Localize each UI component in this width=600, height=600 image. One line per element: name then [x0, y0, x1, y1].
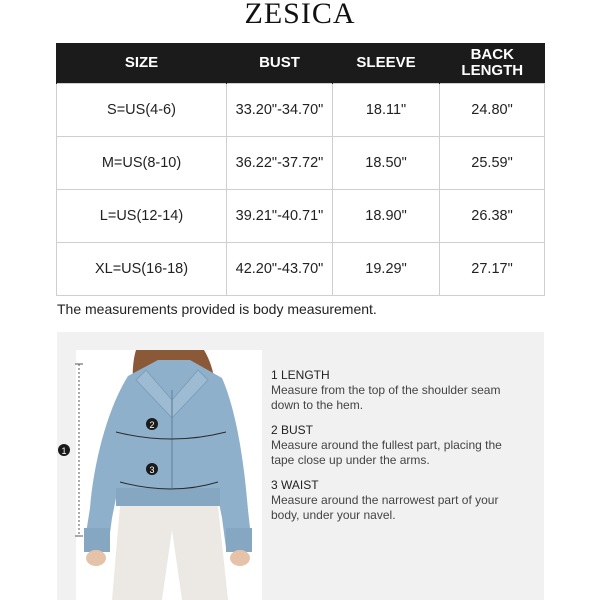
header-bust: BUST	[227, 43, 333, 84]
cell-back-length: 26.38"	[440, 190, 545, 243]
table-row	[57, 243, 545, 296]
header-back-length: BACK LENGTH	[440, 43, 545, 84]
cell-sleeve: 18.11"	[333, 84, 440, 137]
guide-item-length	[271, 368, 521, 413]
table-row	[57, 137, 545, 190]
size-chart-table	[56, 43, 545, 296]
cell-size: L=US(12-14)	[57, 190, 227, 243]
cell-back-length: 25.59"	[440, 137, 545, 190]
cell-bust: 42.20"-43.70"	[227, 243, 333, 296]
cell-bust: 39.21"-40.71"	[227, 190, 333, 243]
cell-size: S=US(4-6)	[57, 84, 227, 137]
guide-item-waist	[271, 478, 521, 523]
table-row	[57, 190, 545, 243]
marker-1-label: 1	[61, 446, 67, 456]
measurement-note: The measurements provided is body measurement.	[57, 301, 377, 317]
cell-bust: 33.20"-34.70"	[227, 84, 333, 137]
guide-description: Measure around the fullest part, placing the tape close up under the arms.	[271, 438, 502, 467]
marker-2-label: 2	[149, 420, 155, 430]
cell-size: XL=US(16-18)	[57, 243, 227, 296]
guide-title: 1 LENGTH	[271, 368, 330, 382]
cell-sleeve: 18.50"	[333, 137, 440, 190]
header-sleeve: SLEEVE	[333, 43, 440, 84]
table-row	[57, 84, 545, 137]
header-size: SIZE	[57, 43, 227, 84]
table-header-row	[57, 43, 545, 84]
cell-bust: 36.22"-37.72"	[227, 137, 333, 190]
guide-description: Measure from the top of the shoulder seam down to the hem.	[271, 383, 501, 412]
marker-3-label: 3	[149, 465, 155, 475]
brand-logo: ZESICA	[244, 0, 356, 30]
guide-title: 2 BUST	[271, 423, 314, 437]
cell-back-length: 24.80"	[440, 84, 545, 137]
guide-item-bust	[271, 423, 521, 468]
cell-sleeve: 18.90"	[333, 190, 440, 243]
cell-back-length: 27.17"	[440, 243, 545, 296]
measurement-guide-panel	[57, 332, 544, 600]
cell-sleeve: 19.29"	[333, 243, 440, 296]
measurement-guide	[271, 368, 521, 533]
cell-size: M=US(8-10)	[57, 137, 227, 190]
guide-description: Measure around the narrowest part of your body, under your navel.	[271, 493, 499, 522]
guide-title: 3 WAIST	[271, 478, 319, 492]
